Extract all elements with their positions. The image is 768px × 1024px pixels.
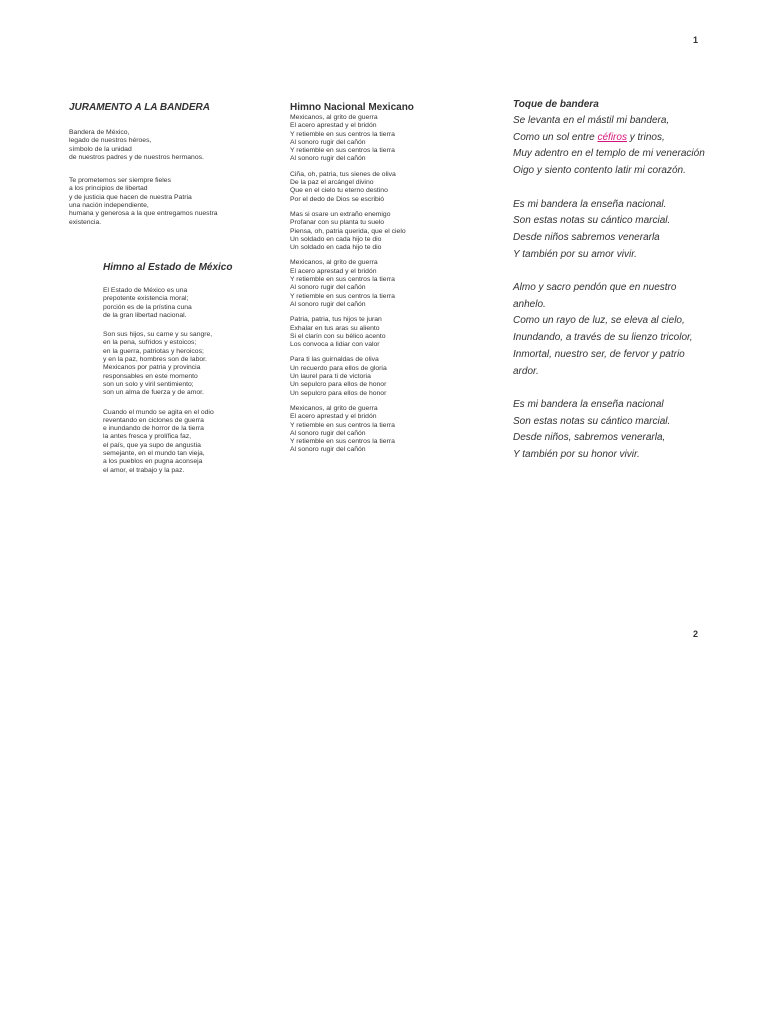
text-line: en la guerra, patriotas y heroicos;	[103, 347, 204, 355]
poem-line: Desde niños, sabremos venerarla,	[513, 432, 666, 444]
text-line: Y retiemble en sus centros la tierra	[290, 292, 395, 300]
text-line: Mexicanos, al grito de guerra	[290, 259, 378, 267]
text-line: a los pueblos en pugna aconseja	[103, 458, 203, 466]
text-line: Para ti las guirnaldas de oliva	[290, 356, 379, 364]
juramento-stanza-1	[69, 129, 218, 162]
juramento-title: JURAMENTO A LA BANDERA	[69, 102, 210, 113]
himno-estado-text	[103, 287, 214, 475]
text-line: Al sonoro rugir del cañón	[290, 138, 366, 146]
text-line: Que en el cielo tu eterno destino	[290, 187, 388, 195]
text-line: semejante, en el mundo tan vieja,	[103, 450, 205, 458]
text-line: Mas si osare un extraño enemigo	[290, 210, 391, 218]
text-line: Bandera de México,	[69, 129, 130, 136]
text-line: Y retiemble en sus centros la tierra	[290, 130, 395, 138]
text-line: el amor, el trabajo y la paz.	[103, 466, 185, 474]
page-number-1: 1	[693, 35, 699, 45]
text-line: Al sonoro rugir del cañón	[290, 155, 366, 163]
text-line: son un alma de fuerza y de amor.	[103, 389, 204, 397]
text-line: Si el clarín con su bélico acento	[290, 332, 386, 340]
text-line: el país, que ya supo de angustia	[103, 441, 201, 449]
poem-line: Es mi bandera la enseña nacional.	[513, 198, 667, 210]
juramento-stanza-2	[69, 177, 218, 227]
text-line: De la paz el arcángel divino	[290, 179, 374, 187]
poem-line: Oigo y siento contento latir mi corazón.	[513, 165, 686, 177]
text-line: El acero aprestad y el bridón	[290, 267, 377, 275]
himno-estado-title: Himno al Estado de México	[103, 262, 233, 273]
text-line: Patria, patria, tus hijos te juran	[290, 316, 382, 324]
text-line: Mexicanos, al grito de guerra	[290, 404, 378, 412]
poem-line: anhelo.	[513, 298, 546, 310]
text-line: una nación independiente,	[69, 202, 149, 210]
text-line: responsables en este momento	[103, 372, 198, 380]
text-line: Por el dedo de Dios se escribió	[290, 195, 385, 203]
text-line: Cuando el mundo se agita en el odio	[103, 408, 214, 416]
poem-line: Almo y sacro pendón que en nuestro	[513, 282, 677, 293]
text-line: a los principios de libertad	[69, 185, 148, 193]
poem-line: ardor.	[513, 365, 539, 377]
text-line: existencia.	[69, 218, 102, 226]
text-line: legado de nuestros héroes,	[69, 137, 152, 145]
himno-nacional-stanza-3	[290, 211, 406, 252]
text-line: Te prometemos ser siempre fieles	[69, 177, 171, 185]
text-line: Al sonoro rugir del cañón	[290, 429, 366, 437]
text-line: de la gran libertad nacional.	[103, 311, 187, 319]
text-line: Ciña, oh, patria, tus sienes de oliva	[290, 170, 396, 178]
poem-line	[513, 130, 705, 147]
text-line: Un sepulcro para ellos de honor	[290, 381, 387, 389]
text-line: símbolo de la unidad	[69, 145, 132, 153]
text-line: Un recuerdo para ellos de gloria	[290, 364, 387, 372]
text-line: Exhalar en tus aras su aliento	[290, 324, 380, 332]
text-line: El acero aprestad y el bridón	[290, 122, 377, 130]
text-line: porción es de la prístina cuna	[103, 303, 192, 311]
text-line: Al sonoro rugir del cañón	[290, 446, 366, 454]
poem-line-end: y trinos,	[626, 131, 665, 143]
text-line: Un soldado en cada hijo te dio	[290, 244, 382, 252]
text-line: Al sonoro rugir del cañón	[290, 300, 366, 308]
himno-nacional-stanza-5	[290, 316, 406, 349]
text-line: El acero aprestad y el bridón	[290, 413, 377, 421]
text-line: Mexicanos, al grito de guerra	[290, 114, 378, 121]
himno-nacional-stanza-6	[290, 356, 406, 397]
text-line: y de justicia que hacen de nuestra Patria	[69, 193, 192, 201]
text-line: e inundando de horror de la tierra	[103, 425, 204, 433]
poem-line: Son estas notas su cántico marcial.	[513, 215, 671, 227]
himno-estado-stanza-1	[103, 287, 214, 320]
poem-line: Son estas notas su cántico marcial.	[513, 415, 671, 427]
text-line: reventando en ciclones de guerra	[103, 416, 204, 424]
poem-line: Es mi bandera la enseña nacional	[513, 398, 664, 410]
text-line: Mexicanos por patria y provincia	[103, 364, 201, 372]
himno-estado-stanza-2	[103, 331, 214, 397]
himno-nacional-stanza-2	[290, 171, 406, 204]
cefiros-link[interactable]: céfiros	[597, 131, 627, 143]
text-line: y en la paz, hombres son de labor.	[103, 356, 207, 364]
poem-line: Se levanta en el mástil mi bandera,	[513, 115, 670, 126]
poem-line: Desde niños sabremos venerarla	[513, 231, 660, 243]
toque-text	[513, 113, 705, 464]
himno-nacional-stanza-4	[290, 259, 406, 309]
text-line: Los convoca a lidiar con valor	[290, 341, 380, 349]
text-line: Y retiemble en sus centros la tierra	[290, 276, 395, 284]
text-line: prepotente existencia moral;	[103, 295, 189, 303]
toque-title: Toque de bandera	[513, 99, 599, 110]
himno-estado-stanza-3	[103, 409, 214, 475]
text-line: Y retiemble en sus centros la tierra	[290, 421, 395, 429]
text-line: humana y generosa a la que entregamos nuestra	[69, 210, 218, 218]
text-line: Piensa, oh, patria querida, que el cielo	[290, 227, 406, 235]
text-line: El Estado de México es una	[103, 287, 188, 294]
poem-line: Y también por su honor vivir.	[513, 449, 640, 461]
text-line: Y retiemble en sus centros la tierra	[290, 438, 395, 446]
text-line: de nuestros padres y de nuestros hermanos.	[69, 153, 204, 161]
text-line: son un solo y viril sentimiento;	[103, 380, 194, 388]
text-line: Un laurel para ti de victoria	[290, 373, 371, 381]
himno-nacional-stanza-1	[290, 114, 406, 164]
poem-line: Y también por su amor vivir.	[513, 248, 637, 260]
page-number-2: 2	[693, 629, 699, 639]
himno-nacional-stanza-7	[290, 405, 406, 455]
text-line: Y retiemble en sus centros la tierra	[290, 147, 395, 155]
poem-line: Como un rayo de luz, se eleva al cielo,	[513, 315, 685, 327]
text-line: Profanar con su planta tu suelo	[290, 219, 385, 227]
text-line: Un sepulcro para ellos de honor	[290, 389, 387, 397]
himno-nacional-text	[290, 114, 406, 455]
poem-line-start: Como un sol entre	[513, 131, 598, 143]
text-line: Un soldado en cada hijo te dio	[290, 235, 382, 243]
text-line: en la pena, sufridos y estoicos;	[103, 339, 197, 347]
poem-line: Inundando, a través de su lienzo tricolor,	[513, 332, 693, 344]
juramento-text	[69, 129, 218, 227]
poem-line: Inmortal, nuestro ser, de fervor y patrio	[513, 348, 685, 360]
poem-line: Muy adentro en el templo de mi veneración	[513, 148, 705, 160]
himno-nacional-title: Himno Nacional Mexicano	[290, 102, 414, 113]
text-line: Al sonoro rugir del cañón	[290, 284, 366, 292]
text-line: la antes fresca y prolífica faz,	[103, 433, 192, 441]
text-line: Son sus hijos, su carne y su sangre,	[103, 331, 213, 339]
